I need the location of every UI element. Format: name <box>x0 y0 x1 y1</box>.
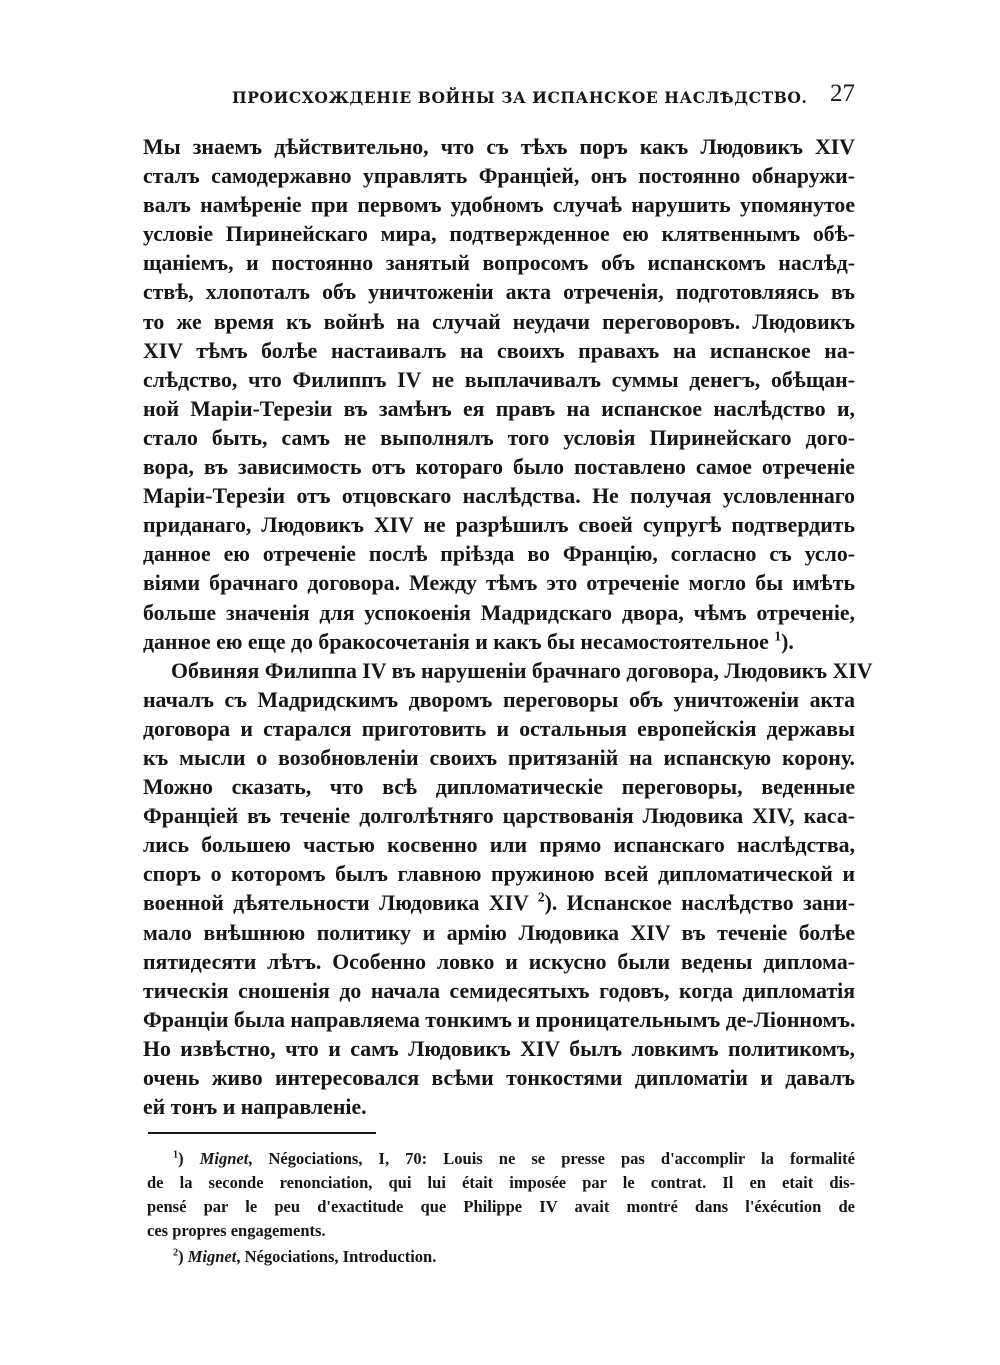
text-line: XIV тѣмъ болѣе настаивалъ на своихъ правахъ на испанское на- <box>143 338 855 363</box>
footnote-1-text: , Négociations, I, 70: Louis ne se presse pas d'accomplir la formalité <box>248 1149 855 1168</box>
text-line: тическія сношенія до начала семидесятыхъ годовъ, когда дипломатія <box>143 978 855 1003</box>
text-line: лись большею частью косвенно или прямо испанскаго наслѣдства, <box>143 833 855 858</box>
footnote-2-marker: 2 <box>173 1247 179 1259</box>
text-line: Можно сказать, что всѣ дипломатическіе переговоры, веденные <box>143 775 855 800</box>
text-line: віями брачнаго договора. Между тѣмъ это отреченіе могло бы имѣть <box>143 571 855 596</box>
footnote-2-text: , Négociations, Introduction. <box>236 1247 437 1266</box>
footnote-ref-2[interactable]: 2 <box>537 890 545 906</box>
footnotes <box>147 1147 855 1269</box>
text-line-with-footnote <box>143 889 855 918</box>
text-line: условіе Пиринейскаго мира, подтвержденное ею клятвеннымъ обѣ- <box>143 222 855 247</box>
text-line: началъ съ Мадридскимъ дворомъ переговоры объ уничтоженіи акта <box>143 687 855 712</box>
text-line: щаніемъ, и постоянно занятый вопросомъ объ испанскомъ наслѣд- <box>143 251 855 276</box>
footnote-1-marker: 1 <box>173 1149 179 1161</box>
text-line-content: Испанское наслѣдство зани- <box>566 891 856 916</box>
text-line: ствѣ, хлопоталъ объ уничтоженіи акта отреченія, подготовляясь въ <box>143 280 855 305</box>
text-line: слѣдство, что Филиппъ IV не выплачивалъ суммы денегъ, обѣщан- <box>143 367 855 392</box>
footnote-divider <box>148 1132 376 1134</box>
text-line: ей тонъ и направленіе. <box>143 1095 367 1120</box>
text-line: ной Маріи-Терезіи въ замѣнъ ея правъ на испанское наслѣдство и, <box>143 396 855 421</box>
closing-paren: ). <box>544 891 558 916</box>
text-line: Но извѣстно, что и самъ Людовикъ XIV былъ ловкимъ политикомъ, <box>143 1036 855 1061</box>
text-line: данное ею отреченіе послѣ пріѣзда во Францію, согласно съ усло- <box>143 542 855 567</box>
footnote-2: $^2$) Mignet, Négociations, Introduction. <box>173 1247 437 1266</box>
footnote-1-line: pensé par le peu d'exactitude que Philippe IV avait montré dans l'éxécution de <box>147 1197 855 1216</box>
text-line: договора и старался приготовить и остальныя европейскія державы <box>143 716 855 741</box>
text-line-content: военной дѣятельности Людовика XIV <box>143 891 529 916</box>
text-line: валъ намѣреніе при первомъ удобномъ случаѣ нарушить упомянутое <box>143 193 855 218</box>
text-line: больше значенія для успокоенія Мадридскаго двора, чѣмъ отреченіе, <box>143 600 855 625</box>
text-line: очень живо интересовался всѣми тонкостями дипломатіи и давалъ <box>143 1066 855 1090</box>
text-line: Франціей въ теченіе долголѣтняго царствованія Людовика XIV, каса- <box>143 804 855 829</box>
text-line: къ мысли о возобновленіи своихъ притязаній на испанскую корону. <box>143 745 855 770</box>
running-title: ПРОИСХОЖДЕНІЕ ВОЙНЫ ЗА ИСПАНСКОЕ НАСЛѢДСТВО. <box>232 88 808 107</box>
main-text <box>143 133 873 1122</box>
text-line: споръ о которомъ былъ главною пружиною всей дипломатической и <box>143 862 855 887</box>
paragraph-first-line: Обвиняя Филиппа IV въ нарушеніи брачнаго договора, Людовикъ XIV <box>171 658 873 683</box>
text-line-with-footnote <box>143 628 855 657</box>
text-line: Франціи была направляема тонкимъ и проницательнымъ де-Ліонномъ. <box>143 1007 856 1032</box>
text-line: то же время къ войнѣ на случай неудачи переговоровъ. Людовикъ <box>143 309 855 334</box>
footnote-1-line: de la seconde renonciation, qui lui était imposée par le contrat. Il en etait dis- <box>147 1173 855 1192</box>
text-line: пятидесяти лѣтъ. Особенно ловко и искусно были ведены диплома- <box>143 949 855 974</box>
page-number: 27 <box>830 80 855 107</box>
text-line: стало быть, самъ не выполнялъ того условія Пиринейскаго дого- <box>143 425 855 450</box>
footnote-2-author: Mignet <box>187 1247 237 1266</box>
text-line: приданаго, Людовикъ XIV не разрѣшилъ своей супругѣ подтвердить <box>143 513 855 538</box>
text-line: Мы знаемъ дѣйствительно, что съ тѣхъ поръ какъ Людовикъ XIV <box>143 135 855 159</box>
closing-paren: ). <box>781 629 794 654</box>
footnote-ref-1[interactable]: 1 <box>774 628 782 644</box>
footnote-1: $^1$) Mignet, Négociations, I, 70: Louis ne se presse pas d'accomplir la formalité <box>173 1149 855 1168</box>
text-line: вора, въ зависимость отъ котораго было поставлено самое отреченіе <box>143 455 855 480</box>
footnote-1-author: Mignet <box>199 1149 249 1168</box>
running-head <box>142 80 855 116</box>
footnote-1-line: ces propres engagements. <box>147 1221 326 1240</box>
text-line: сталъ самодержавно управлять Франціей, онъ постоянно обнаружи- <box>143 164 855 189</box>
text-line-content: данное ею еще до бракосочетанія и какъ бы несамостоятельное <box>143 629 769 654</box>
text-line: Маріи-Терезіи отъ отцовскаго наслѣдства. Не получая условленнаго <box>143 484 855 509</box>
text-line: мало внѣшнюю политику и армію Людовика XIV въ теченіе болѣе <box>143 920 855 945</box>
